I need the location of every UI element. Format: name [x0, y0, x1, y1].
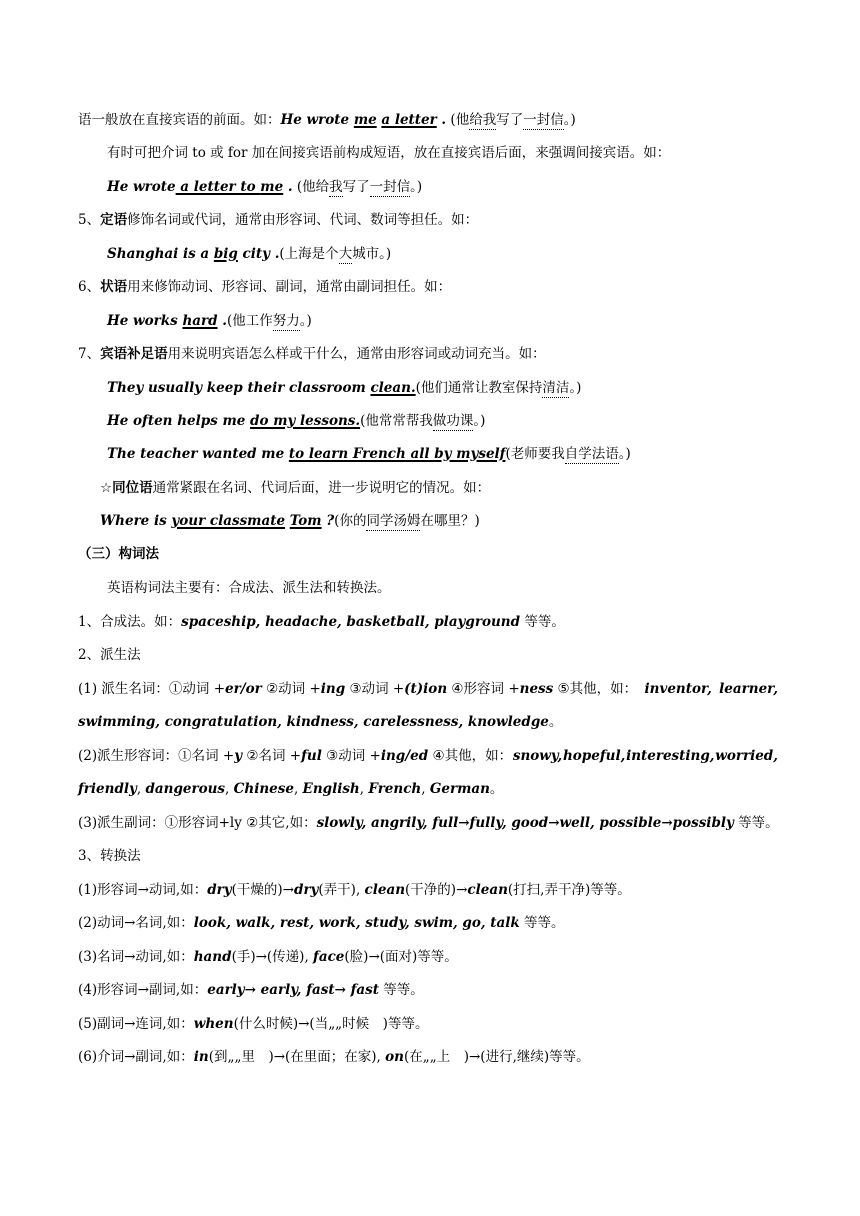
text-span: 通常紧跟在名词、代词后面，进一步说明它的情况。如：	[152, 480, 491, 496]
text-line	[78, 947, 458, 967]
example-text: He works	[107, 313, 183, 329]
term-heading: 宾语补足语	[100, 346, 168, 362]
text-line	[107, 411, 485, 431]
item-number: 7、	[78, 346, 101, 362]
example-text: er/or	[225, 681, 262, 697]
text-span: ③动词 +	[321, 748, 381, 764]
text-span: (1) 派生名词：①动词 +	[78, 681, 226, 697]
translation-dotted: 同学汤姆	[366, 513, 421, 529]
text-span: 3、转换法	[78, 848, 141, 864]
example-text: when	[193, 1016, 234, 1032]
example-text: ?	[321, 513, 335, 529]
example-text: He wrote	[107, 179, 176, 195]
example-text: .	[436, 112, 447, 128]
example-text: He often helps me	[107, 413, 251, 429]
example-text: spaceship, headache, basketball, playground	[181, 614, 521, 630]
text-line	[78, 712, 562, 732]
text-span: ,	[293, 781, 303, 797]
translation-text: 在哪里？)	[420, 513, 480, 529]
example-text: snowy,	[512, 748, 563, 764]
translation-text: 。)	[410, 179, 423, 195]
example-text: early→ early, fast→ fast	[207, 982, 379, 998]
text-span: ②动词 +	[261, 681, 321, 697]
text-line	[100, 478, 490, 498]
example-text: (t)ion	[404, 681, 448, 697]
example-text: dry	[207, 882, 232, 898]
text-line	[78, 210, 478, 230]
text-span: (1)形容词→动词,如：	[78, 882, 208, 898]
text-span: 有时可把介词 to 或 for 加在间接宾语前构成短语，放在直接宾语后面，来强调间接宾语。如：	[107, 145, 671, 161]
example-text: French	[368, 781, 422, 797]
text-span: (6)介词→副词,如：	[78, 1049, 194, 1065]
text-line	[78, 110, 576, 130]
text-span: 等等。	[519, 915, 565, 931]
example-text: ful	[301, 748, 322, 764]
text-span: 英语构词法主要有：合成法、派生法和转换法。	[107, 580, 391, 596]
example-text: ing/ed	[380, 748, 429, 764]
example-text: inventor,	[644, 681, 712, 697]
text-line	[78, 846, 141, 866]
translation-text: (他们通常让教室保持	[415, 380, 543, 396]
example-text: hand	[193, 949, 232, 965]
translation-dotted: 给我	[469, 112, 497, 128]
text-line	[107, 311, 312, 331]
text-line	[78, 679, 778, 699]
example-text: dangerous	[145, 781, 226, 797]
example-text: face	[313, 949, 345, 965]
example-underlined: me	[353, 112, 377, 128]
text-line	[78, 813, 779, 833]
text-span: (3)名词→动词,如：	[78, 949, 194, 965]
text-span: (干净的)→	[405, 882, 468, 898]
translation-dotted: 我	[329, 179, 343, 195]
example-text: friendly	[78, 781, 137, 797]
text-group	[78, 746, 512, 766]
text-group	[78, 679, 637, 699]
translation-text: 写了	[496, 112, 524, 128]
text-line	[78, 746, 778, 766]
text-span: (什么时候)→(当„„时候 )等等。	[233, 1016, 429, 1032]
example-text: hopeful,	[562, 748, 626, 764]
text-span: 2、派生法	[78, 647, 141, 663]
translation-text: (老师要我	[505, 446, 565, 462]
example-text: Where is	[100, 513, 172, 529]
example-text: Shanghai is a	[107, 246, 214, 262]
translation-text: 城市。)	[352, 246, 392, 262]
example-underlined: Tom	[289, 513, 322, 529]
text-line	[107, 143, 670, 163]
text-span: ③动词 +	[345, 681, 405, 697]
translation-dotted: 努力	[272, 313, 300, 329]
translation-text: 写了	[342, 179, 370, 195]
text-span: (手)→(传递),	[231, 949, 314, 965]
example-text: English	[302, 781, 360, 797]
translation-text: 。)	[618, 446, 631, 462]
translation-text: 。)	[473, 413, 486, 429]
text-span: ,	[359, 781, 369, 797]
text-span: (5)副词→连词,如：	[78, 1016, 194, 1032]
text-line	[78, 277, 451, 297]
translation-dotted: 自学法语	[564, 446, 619, 462]
translation-text: (他	[446, 112, 470, 128]
text-span: 语一般放在直接宾语的前面。如：	[78, 112, 281, 128]
example-text: dry	[294, 882, 319, 898]
text-line	[78, 880, 631, 900]
text-span: (干燥的)→	[231, 882, 294, 898]
example-text: clean	[364, 882, 406, 898]
text-line	[78, 980, 424, 1000]
translation-text: (他工作	[226, 313, 273, 329]
example-underlined: clean.	[370, 380, 416, 396]
example-text: .	[217, 313, 227, 329]
text-span: (弄干),	[318, 882, 365, 898]
example-underlined: do my lessons.	[250, 413, 361, 429]
text-line	[78, 612, 565, 632]
example-text: .	[270, 246, 280, 262]
text-line	[78, 1047, 590, 1067]
text-line	[78, 645, 141, 665]
section-heading	[78, 544, 159, 564]
example-underlined: a letter to	[175, 179, 261, 195]
translation-dotted: 大	[338, 246, 353, 262]
text-line	[78, 779, 503, 799]
example-underlined: a letter	[381, 112, 437, 128]
text-span: (3)派生副词：①形容词+ly ②其它,如：	[78, 815, 317, 831]
translation-dotted: 一封信	[523, 112, 564, 128]
text-span: (打扫,弄干净)等等。	[507, 882, 631, 898]
translation-dotted: 一封信	[369, 179, 411, 195]
example-text: ing	[320, 681, 346, 697]
text-span: ,	[225, 781, 234, 797]
text-line	[78, 344, 546, 364]
text-span: 。	[548, 714, 563, 730]
text-line	[100, 511, 480, 531]
example-text: clean	[467, 882, 508, 898]
text-span: ⑤其他，如：	[553, 681, 638, 697]
text-line	[107, 578, 391, 598]
text-span: 1、合成法。如：	[78, 614, 182, 630]
item-number: 5、	[78, 212, 101, 228]
text-line	[107, 177, 422, 197]
translation-dotted: 做功课	[432, 413, 474, 429]
example-text: on	[385, 1049, 404, 1065]
text-line	[107, 244, 391, 264]
star-symbol: ☆	[100, 480, 113, 496]
term-heading: 定语	[100, 212, 128, 228]
text-line	[107, 378, 581, 398]
text-span: (4)形容词→副词,如：	[78, 982, 208, 998]
example-text: German	[429, 781, 490, 797]
translation-text: (上海是个	[279, 246, 339, 262]
text-span: ,	[421, 781, 430, 797]
example-text: y	[234, 748, 243, 764]
text-line	[78, 1014, 428, 1034]
example-text: worried,	[715, 748, 778, 764]
translation-text: 。)	[563, 112, 576, 128]
example-text: ness	[519, 681, 554, 697]
term-heading: 状语	[100, 279, 128, 295]
example-text: in	[193, 1049, 209, 1065]
text-span: 等等。	[520, 614, 565, 630]
example-text: They usually keep their classroom	[107, 380, 371, 396]
example-text: He wrote	[280, 112, 354, 128]
text-span: ,	[136, 781, 146, 797]
example-text: swimming, congratulation, kindness, carelessness, knowledge	[78, 714, 549, 730]
example-underlined: your classmate	[171, 513, 286, 529]
text-span: 等等。	[733, 815, 779, 831]
text-span: 修饰名词或代词，通常由形容词、代词、数词等担任。如：	[127, 212, 479, 228]
text-span: (在„„上 )→(进行,继续)等等。	[403, 1049, 590, 1065]
example-text: slowly, angrily, full→fully, good→well, possible→possibly	[316, 815, 734, 831]
text-line	[78, 913, 565, 933]
text-span: 。	[489, 781, 504, 797]
example-text: interesting,	[626, 748, 715, 764]
example-text: Chinese	[233, 781, 294, 797]
item-number: 6、	[78, 279, 101, 295]
section-heading-text: （三）构词法	[78, 546, 159, 562]
translation-text: (他常常帮我	[360, 413, 433, 429]
term-heading: 同位语	[112, 480, 153, 496]
text-span: (到„„里 )→(在里面；在家),	[208, 1049, 386, 1065]
example-text: .	[283, 179, 293, 195]
example-underlined: big	[213, 246, 238, 262]
text-line	[107, 444, 631, 464]
example-text: learner,	[719, 681, 778, 697]
example-text: look, walk, rest, work, study, swim, go, talk	[193, 915, 520, 931]
example-underlined: me	[260, 179, 284, 195]
text-span: 用来说明宾语怎么样或干什么，通常由形容词或动词充当。如：	[167, 346, 546, 362]
text-span: ④其他，如：	[428, 748, 513, 764]
text-span: (2)动词→名词,如：	[78, 915, 194, 931]
text-span: (脸)→(面对)等等。	[344, 949, 458, 965]
text-span: (2)派生形容词：①名词 +	[78, 748, 235, 764]
example-underlined: hard	[182, 313, 218, 329]
example-text: city	[237, 246, 270, 262]
text-span: 等等。	[379, 982, 424, 998]
example-underlined: to learn French all by myself	[288, 446, 506, 462]
text-span: 用来修饰动词、形容词、副词，通常由副词担任。如：	[127, 279, 452, 295]
text-span: ②名词 +	[242, 748, 302, 764]
translation-dotted: 清洁	[542, 380, 570, 396]
translation-text: (他给	[292, 179, 330, 195]
text-span: ④形容词 +	[447, 681, 520, 697]
translation-text: (你的	[334, 513, 367, 529]
translation-text: 。)	[299, 313, 312, 329]
translation-text: 。)	[569, 380, 582, 396]
example-text: The teacher wanted me	[107, 446, 289, 462]
